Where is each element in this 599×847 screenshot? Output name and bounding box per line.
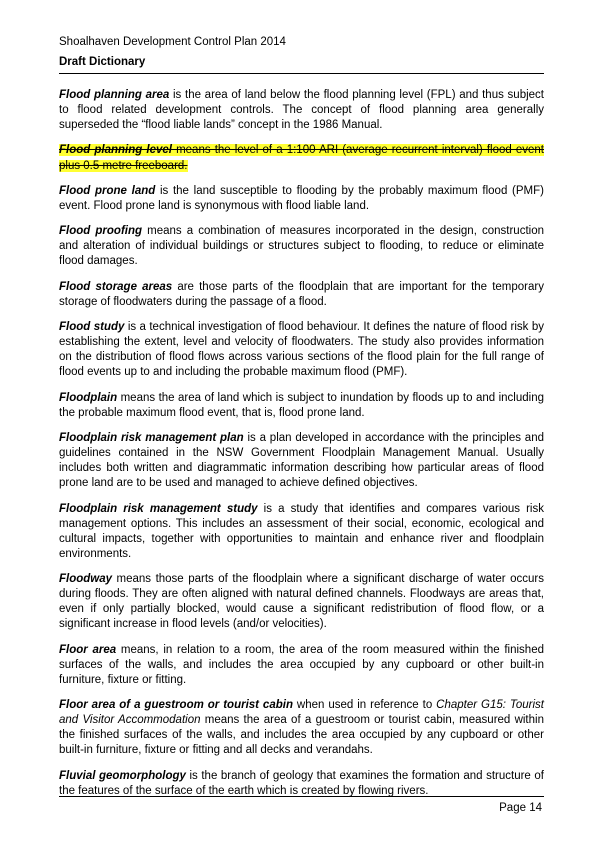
header-divider (59, 73, 544, 74)
chapter-reference: Chapter G15: Tourist and Visitor Accommodation (59, 699, 544, 727)
entry-definition: is a technical investigation of flood behaviour. It defines the nature of flood risk by establishing the extent, level and velocity of floodwaters. The study also provides information on the distribution of flood flows across various sections of the flood plain for the full range of flood events up to and including the probable maximum flood (PMF). (59, 321, 544, 379)
entry-floodway (59, 572, 544, 632)
entry-term: Flood study (59, 321, 125, 334)
entry-definition: when used in reference to (292, 699, 437, 712)
page-number: Page 14 (499, 802, 542, 814)
entry-floodplain-risk-management-study (59, 502, 544, 562)
entry-definition: is the area of land below the flood planning level (FPL) and thus subject to flood related development controls. The concept of flood planning area generally superseded the “flood liable lands” concept in the 1986 Manual. (59, 89, 544, 132)
entry-term: Floor area (59, 643, 117, 656)
entry-definition: means those parts of the floodplain where a significant discharge of water occurs during floods. They are often aligned with natural defined channels. Floodways are areas that, even if only partially blocked, would cause a significant redistribution of flood flow, or a significant increase in flood levels (and/or velocities). (59, 573, 544, 631)
entry-term: Flood planning area (59, 89, 170, 101)
dictionary-entries (59, 88, 544, 809)
entry-flood-storage-areas (59, 280, 544, 310)
entry-definition: means a combination of measures incorporated in the design, construction and alteration of individual buildings or structures subject to flooding, to reduce or eliminate flood damages. (59, 225, 544, 268)
entry-term: Floodplain risk management plan (59, 432, 244, 444)
entry-term: Flood storage areas (59, 280, 173, 293)
document-section: Draft Dictionary (59, 56, 146, 68)
entry-term: Floor area of a guestroom or tourist cabin (59, 699, 293, 712)
entry-flood-study (59, 320, 544, 380)
entry-term: Flood planning level (59, 144, 172, 157)
entry-definition: is a study that identifies and compares various risk management options. This includes an assessment of their social, economic, ecological and cultural impacts, together with opportunities to maintain and enhance river and floodplain environments. (59, 502, 544, 560)
entry-floodplain (59, 391, 544, 421)
entry-term: Flood proofing (59, 225, 143, 238)
entry-flood-planning-level (59, 143, 544, 173)
entry-definition: are those parts of the floodplain that are important for the temporary storage of floodwaters during the passage of a flood. (59, 280, 544, 308)
entry-definition-continued: means the area of a guestroom or tourist cabin, measured within the finished surfaces of the walls, and includes the area occupied by any cupboard or other built-in furniture, fixture or fitting and all decks and verandahs. (59, 714, 544, 757)
entry-definition: is the branch of geology that examines the formation and structure of the features of the surface of the earth which is created by flowing rivers. (59, 769, 544, 797)
entry-flood-proofing (59, 224, 544, 269)
entry-term: Floodplain risk management study (59, 502, 258, 515)
entry-definition: means, in relation to a room, the area of the room measured within the finished surfaces of the walls, and includes the area occupied by any cupboard or other built-in furniture, fixture or fitting. (59, 643, 544, 686)
entry-floor-area-guestroom (59, 698, 544, 758)
entry-definition: is a plan developed in accordance with the principles and guidelines contained in the NSW Government Floodplain Management Manual. Usually includes both written and diagrammatic information describing how particular areas of flood prone land are to be used and managed to achieve defined objectives. (59, 432, 544, 490)
entry-term: Floodplain (59, 391, 118, 404)
entry-term: Flood prone land (59, 184, 156, 197)
footer-divider (59, 796, 544, 797)
entry-floodplain-risk-management-plan (59, 431, 544, 491)
entry-definition: means the area of land which is subject to inundation by floods up to and including the probable maximum flood event, that is, flood prone land. (59, 391, 544, 419)
entry-fluvial-geomorphology (59, 769, 544, 799)
entry-term: Floodway (59, 573, 113, 586)
document-title: Shoalhaven Development Control Plan 2014 (59, 36, 286, 48)
entry-floor-area (59, 643, 544, 688)
page-header (59, 34, 544, 70)
entry-term: Fluvial geomorphology (59, 769, 186, 782)
deleted-text-highlight (59, 144, 544, 171)
entry-flood-planning-area (59, 88, 544, 133)
entry-flood-prone-land (59, 184, 544, 214)
entry-definition: is the land susceptible to flooding by the probably maximum flood (PMF) event. Flood prone land is synonymous with flood liable land. (59, 184, 544, 212)
entry-definition: means the level of a 1:100 ARI (average recurrent interval) flood event plus 0.5 metre freeboard. (59, 144, 545, 172)
